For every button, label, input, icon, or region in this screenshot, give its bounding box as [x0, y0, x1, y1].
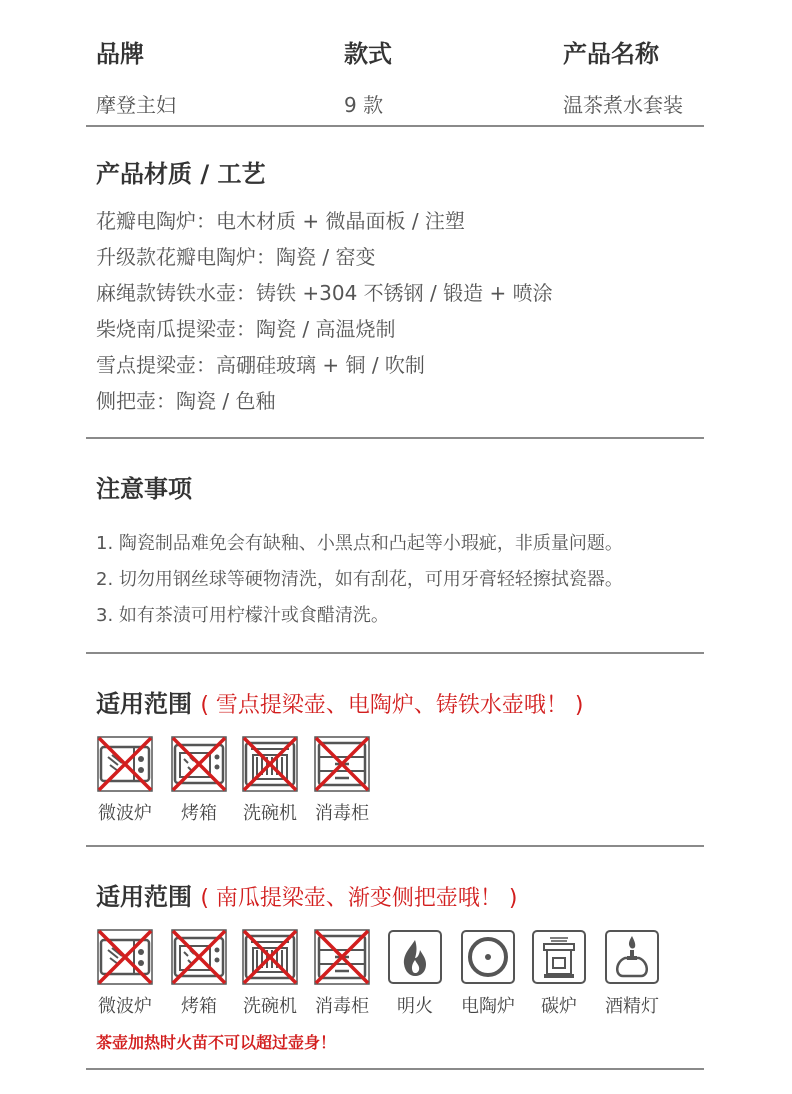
- open-flame-icon: [386, 928, 444, 986]
- materials-line: 升级款花瓣电陶炉：陶瓷 / 窑变: [96, 245, 376, 269]
- divider: [86, 437, 704, 439]
- dishwasher-icon: [241, 735, 299, 793]
- icon-label: 电陶炉: [461, 996, 515, 1017]
- note-line: 1. 陶瓷制品难免会有缺釉、小黑点和凸起等小瑕疵，非质量问题。: [96, 533, 623, 554]
- note-line: 2. 切勿用钢丝球等硬物清洗，如有刮花，可用牙膏轻轻擦拭瓷器。: [96, 569, 623, 590]
- icon-label: 微波炉: [98, 803, 152, 824]
- note-line: 3. 如有茶渍可用柠檬汁或食醋清洗。: [96, 605, 389, 626]
- icon-label: 消毒柜: [315, 996, 369, 1017]
- materials-title: 产品材质 / 工艺: [96, 160, 266, 188]
- materials-line: 麻绳款铸铁水壶：铸铁 +304 不锈钢 / 锻造 + 喷涂: [96, 281, 553, 305]
- divider: [86, 1068, 704, 1070]
- divider: [86, 125, 704, 127]
- scope1-title: 适用范围: [96, 690, 192, 718]
- disinfection-cabinet-icon: [313, 735, 371, 793]
- scope1-title-row: [96, 684, 584, 719]
- materials-line: 侧把壶：陶瓷 / 色釉: [96, 389, 276, 413]
- icon-label: 洗碗机: [243, 803, 297, 824]
- icon-label: 酒精灯: [605, 996, 659, 1017]
- materials-line: 花瓣电陶炉：电木材质 + 微晶面板 / 注塑: [96, 209, 465, 233]
- materials-list: [96, 203, 553, 419]
- icon-label: 烤箱: [181, 996, 217, 1017]
- oven-icon: [170, 928, 228, 986]
- style-header: 款式: [344, 40, 392, 68]
- microwave-icon: [96, 928, 154, 986]
- scope2-note: ( 南瓜提梁壶、渐变侧把壶哦！ ): [200, 886, 518, 911]
- scope2-title: 适用范围: [96, 883, 192, 911]
- style-value: 9 款: [344, 93, 384, 117]
- icon-label: 微波炉: [98, 996, 152, 1017]
- scope2-title-row: [96, 877, 518, 912]
- icon-label: 洗碗机: [243, 996, 297, 1017]
- icon-label: 碳炉: [541, 996, 577, 1017]
- brand-value: 摩登主妇: [96, 93, 176, 117]
- dishwasher-icon: [241, 928, 299, 986]
- notes-list: [96, 526, 623, 634]
- notes-title: 注意事项: [96, 475, 192, 503]
- divider: [86, 845, 704, 847]
- alcohol-lamp-icon: [603, 928, 661, 986]
- icon-label: 明火: [397, 996, 433, 1017]
- scope1-note: ( 雪点提梁壶、电陶炉、铸铁水壶哦！ ): [200, 693, 584, 718]
- divider: [86, 652, 704, 654]
- icon-label: 消毒柜: [315, 803, 369, 824]
- brand-header: 品牌: [96, 40, 144, 68]
- product-name-value: 温茶煮水套装: [563, 93, 683, 117]
- microwave-icon: [96, 735, 154, 793]
- materials-line: 柴烧南瓜提梁壶：陶瓷 / 高温烧制: [96, 317, 396, 341]
- materials-line: 雪点提梁壶：高硼硅玻璃 + 铜 / 吹制: [96, 353, 425, 377]
- icon-label: 烤箱: [181, 803, 217, 824]
- product-name-header: 产品名称: [563, 40, 659, 68]
- disinfection-cabinet-icon: [313, 928, 371, 986]
- heating-warning: 茶壶加热时火苗不可以超过壶身！: [96, 1033, 337, 1052]
- charcoal-stove-icon: [530, 928, 588, 986]
- oven-icon: [170, 735, 228, 793]
- electric-ceramic-stove-icon: [459, 928, 517, 986]
